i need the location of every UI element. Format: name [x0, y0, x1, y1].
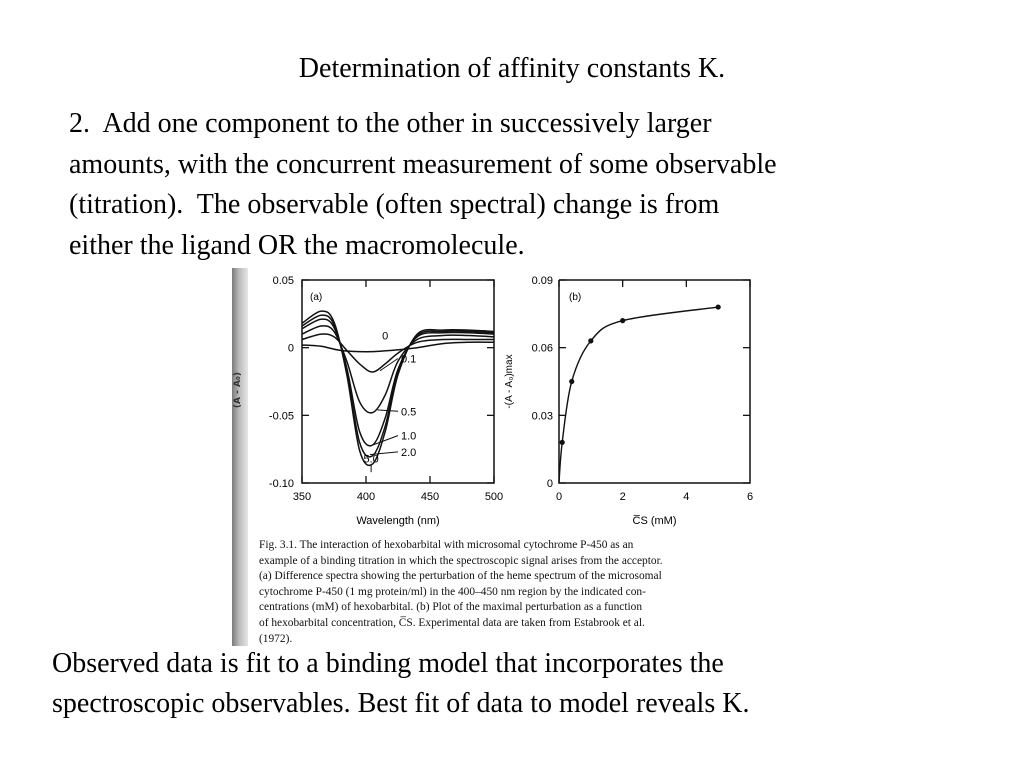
fit-curve: [559, 307, 718, 483]
curve-label: 5.0: [363, 453, 379, 466]
y-axis-label: -(A - A₀)max: [504, 354, 515, 409]
footer-line: Observed data is fit to a binding model that incorporates the: [52, 648, 724, 679]
curve-label: 0: [382, 330, 389, 343]
x-tick-label: 400: [356, 491, 376, 503]
figure-caption: [259, 538, 739, 647]
caption-line: example of a binding titration in which the spectroscopic signal arises from the acceptor.: [259, 554, 663, 567]
caption-line: centrations (mM) of hexobarbital. (b) Plot of the maximal perturbation as a function: [259, 601, 643, 614]
paragraph-line: amounts, with the concurrent measurement of some observable: [69, 148, 777, 180]
y-tick-label: 0: [287, 342, 294, 355]
x-tick-label: 500: [484, 491, 504, 503]
curve-label: 1.0: [401, 430, 417, 443]
panel-label: (b): [569, 292, 582, 303]
x-tick-label: 0: [555, 491, 563, 503]
data-point: [560, 440, 565, 445]
footer-text: [52, 644, 992, 724]
series-line: [302, 311, 494, 465]
plot-frame: [302, 280, 494, 483]
paragraph-line: 2. Add one component to the other in successively larger: [69, 108, 712, 139]
x-tick-label: 2: [619, 491, 626, 503]
y-tick-label: -0.10: [268, 478, 294, 490]
body-paragraph: [69, 104, 969, 266]
paragraph-line: (titration). The observable (often spectral) change is from: [69, 189, 720, 220]
footer-line: spectroscopic observables. Best fit of data to model reveals K.: [52, 688, 750, 719]
panel-a: [269, 275, 503, 527]
caption-line: of hexobarbital concentration, C̅S. Experimental data are taken from Estabrook et al.: [259, 616, 645, 629]
y-tick-label: 0.05: [272, 275, 294, 287]
series-line: [302, 319, 494, 446]
curve-label: 2.0: [401, 446, 417, 459]
curve-label: 0.5: [401, 406, 417, 419]
scan-edge-label: (A - A₀): [233, 372, 243, 409]
series-line: [302, 342, 494, 352]
caption-line: cytochrome P-450 (1 mg protein/ml) in the 400–450 nm region by the indicated con-: [259, 585, 646, 598]
y-tick-label: 0.03: [531, 410, 553, 423]
x-axis-label: C̅S (mM): [632, 515, 677, 527]
y-tick-label: 0.06: [531, 342, 553, 355]
panel-label: (a): [310, 292, 323, 303]
caption-line: Fig. 3.1. The interaction of hexobarbital with microsomal cytochrome P-450 as an: [259, 539, 634, 551]
series-line: [302, 334, 494, 372]
data-point: [588, 338, 593, 343]
y-tick-label: 0: [546, 478, 553, 490]
panel-b: [504, 275, 753, 527]
x-tick-label: 4: [683, 491, 690, 503]
data-point: [716, 304, 721, 309]
leader-line: [378, 410, 398, 411]
x-axis-label: Wavelength (nm): [356, 515, 440, 527]
x-tick-label: 350: [292, 491, 312, 503]
data-point: [569, 379, 574, 384]
x-tick-label: 6: [746, 491, 754, 503]
plot-frame: [559, 280, 750, 483]
slide-title: Determination of affinity constants K.: [298, 53, 726, 84]
paragraph-line: either the ligand OR the macromolecule.: [69, 229, 525, 261]
x-tick-label: 450: [420, 491, 440, 503]
curve-label: 0.1: [401, 353, 417, 366]
data-point: [620, 318, 625, 323]
y-tick-label: 0.09: [531, 275, 553, 287]
caption-line: (1972).: [259, 632, 293, 645]
y-tick-label: -0.05: [268, 410, 294, 423]
caption-line: (a) Difference spectra showing the perturbation of the heme spectrum of the microsomal: [259, 570, 662, 583]
